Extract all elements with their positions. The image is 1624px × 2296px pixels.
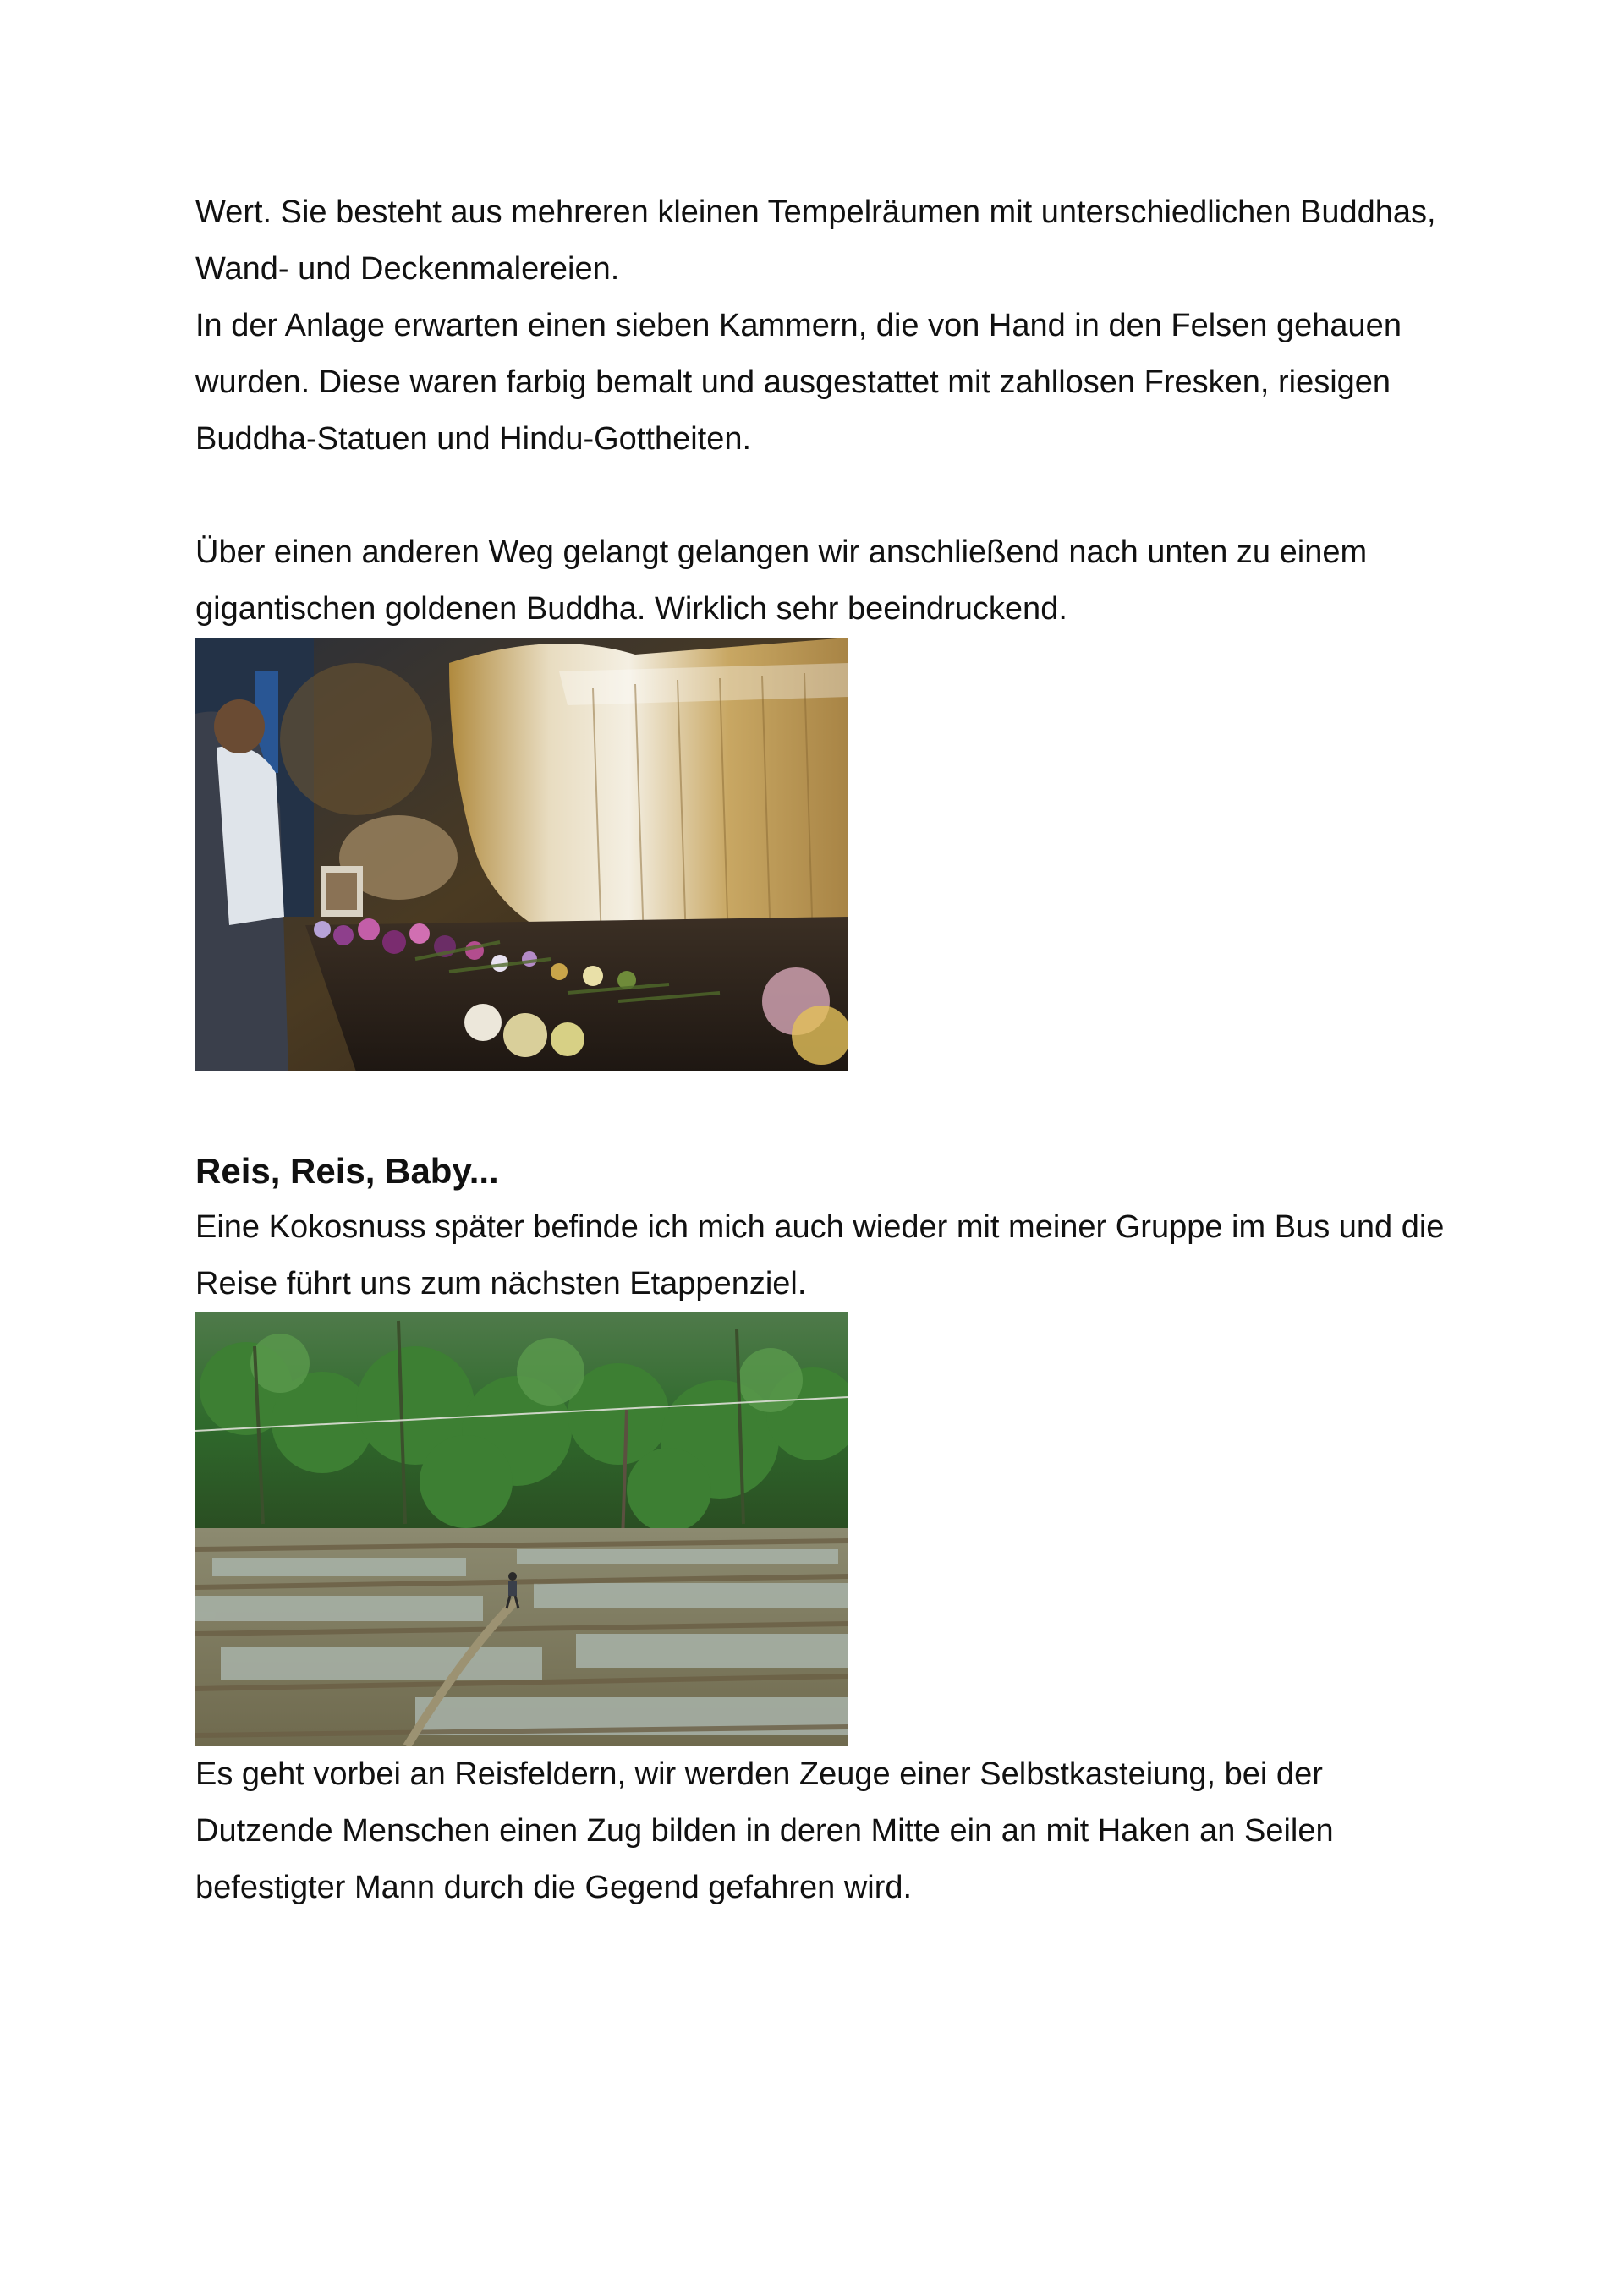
text-line: Reise führt uns zum nächsten Etappenziel. xyxy=(195,1266,807,1301)
text-line: gigantischen goldenen Buddha. Wirklich sehr beeindruckend. xyxy=(195,591,1067,627)
paragraph-temple-rooms xyxy=(195,184,1490,298)
text-line: wurden. Diese waren farbig bemalt und ausgestattet mit zahllosen Fresken, riesigen xyxy=(195,364,1391,400)
text-line: Eine Kokosnuss später befinde ich mich auch wieder mit meiner Gruppe im Bus und die xyxy=(195,1209,1445,1245)
text-line: Es geht vorbei an Reisfeldern, wir werden Zeuge einer Selbstkasteiung, bei der xyxy=(195,1756,1323,1792)
text-line: Über einen anderen Weg gelangt gelangen wir anschließend nach unten zu einem xyxy=(195,534,1368,570)
reclining-buddha-photo xyxy=(195,638,848,1071)
text-line: befestigter Mann durch die Gegend gefahren wird. xyxy=(195,1870,913,1905)
text-line: In der Anlage erwarten einen sieben Kammern, die von Hand in den Felsen gehauen xyxy=(195,308,1402,343)
rice-field-photo xyxy=(195,1312,848,1746)
section-heading: Reis, Reis, Baby... xyxy=(195,1151,499,1191)
paragraph-golden-buddha xyxy=(195,524,1490,638)
paragraph-seven-chambers xyxy=(195,298,1490,468)
reclining-buddha-illustration xyxy=(195,638,848,1071)
paragraph-coconut-bus xyxy=(195,1199,1490,1312)
text-line: Buddha-Statuen und Hindu-Gottheiten. xyxy=(195,421,752,457)
text-line: Dutzende Menschen einen Zug bilden in deren Mitte ein an mit Haken an Seilen xyxy=(195,1813,1334,1849)
paragraph-rice-fields xyxy=(195,1746,1490,1916)
page-content xyxy=(195,184,1490,1916)
spacer xyxy=(195,1071,1490,1143)
text-line: Wert. Sie besteht aus mehreren kleinen Tempelräumen mit unterschiedlichen Buddhas, xyxy=(195,195,1436,230)
text-line: Wand- und Deckenmalereien. xyxy=(195,251,620,287)
blank-line xyxy=(195,468,1490,524)
rice-field-illustration xyxy=(195,1312,848,1746)
